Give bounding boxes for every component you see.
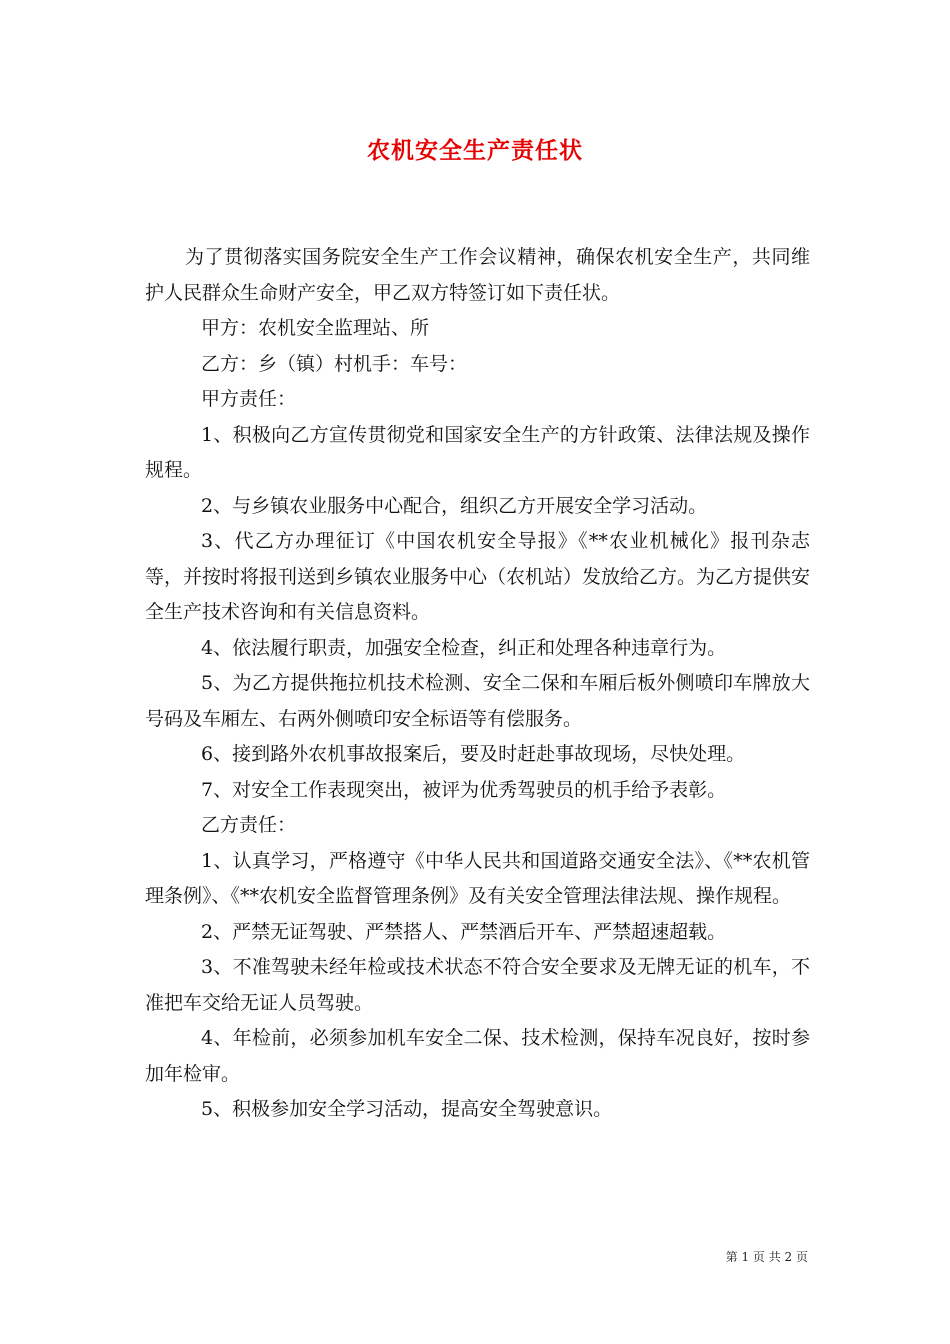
- party-b-item: 4、年检前，必须参加机车安全二保、技术检测，保持车况良好，按时参加年检审。: [145, 1027, 810, 1085]
- party-a-item: 1、积极向乙方宣传贯彻党和国家安全生产的方针政策、法律法规及操作规程。: [145, 423, 810, 481]
- party-a-line: 甲方：农机安全监理站、所: [201, 317, 430, 339]
- party-a-item: 5、为乙方提供拖拉机技术检测、安全二保和车厢后板外侧喷印车牌放大号码及车厢左、右两外侧喷印安全标语等有偿服务。: [145, 672, 810, 730]
- party-b-item: 2、严禁无证驾驶、严禁搭人、严禁酒后开车、严禁超速超载。: [201, 920, 727, 943]
- intro-paragraph: 为了贯彻落实国务院安全生产工作会议精神，确保农机安全生产，共同维护人民群众生命财产安全，甲乙双方特签订如下责任状。: [145, 246, 810, 304]
- party-b-item: 3、不准驾驶未经年检或技术状态不符合安全要求及无牌无证的机车，不准把车交给无证人员驾驶。: [145, 956, 810, 1014]
- party-a-item: 4、依法履行职责，加强安全检查，纠正和处理各种违章行为。: [201, 636, 727, 659]
- party-b-line: 乙方：乡（镇）村机手：车号：: [201, 352, 468, 375]
- document-title: 农机安全生产责任状: [367, 137, 583, 164]
- party-a-item: 6、接到路外农机事故报案后，要及时赶赴事故现场，尽快处理。: [201, 743, 746, 765]
- party-a-item: 2、与乡镇农业服务中心配合，组织乙方开展安全学习活动。: [201, 494, 708, 517]
- party-b-heading: 乙方责任：: [201, 814, 297, 836]
- document-body: [145, 240, 810, 1128]
- party-a-item: 3、代乙方办理征订《中国农机安全导报》《**农业机械化》报刊杂志等，并按时将报刊送到乡镇农业服务中心（农机站）发放给乙方。为乙方提供安全生产技术咨询和有关信息资料。: [145, 530, 811, 623]
- party-a-item: 7、对安全工作表现突出，被评为优秀驾驶员的机手给予表彰。: [201, 778, 727, 801]
- party-a-heading: 甲方责任：: [201, 388, 297, 410]
- party-b-item: 1、认真学习，严格遵守《中华人民共和国道路交通安全法》、《**农机管理条例》、《**农机安全监督管理条例》及有关安全管理法律法规、操作规程。: [145, 849, 810, 907]
- party-b-item: 5、积极参加安全学习活动，提高安全驾驶意识。: [201, 1098, 613, 1120]
- page-number: 第 1 页 共 2 页: [725, 1250, 808, 1264]
